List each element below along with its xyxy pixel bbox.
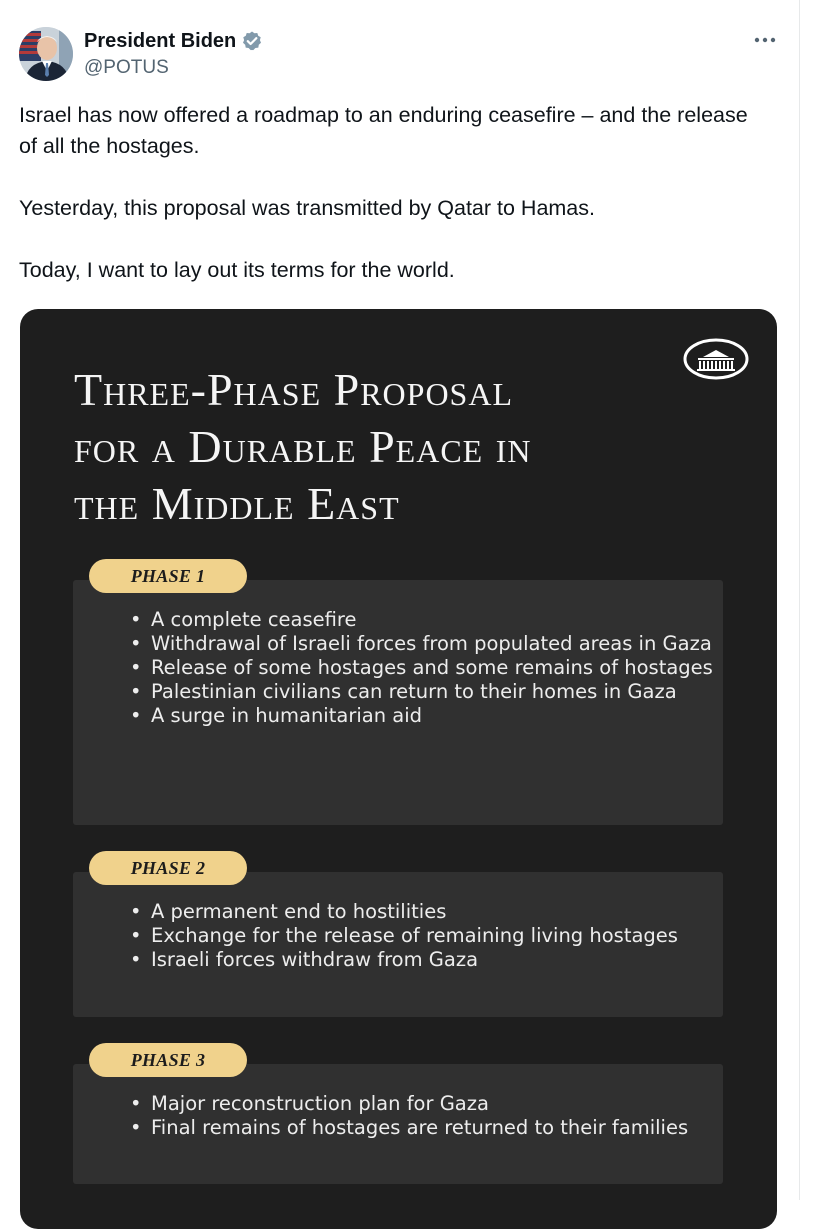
more-horizontal-icon[interactable]: [751, 28, 779, 52]
author-handle[interactable]: @POTUS: [84, 57, 169, 78]
timeline-divider: [799, 0, 800, 1200]
list-item: • Palestinian civilians can return to their homes in Gaza: [73, 680, 723, 704]
tweet-media-image[interactable]: [20, 309, 777, 1229]
list-item: • Withdrawal of Israeli forces from populated areas in Gaza: [73, 632, 723, 656]
tweet-text: [19, 100, 759, 286]
list-item: • Exchange for the release of remaining living hostages: [73, 924, 723, 948]
tweet-paragraph: Israel has now offered a roadmap to an enduring ceasefire – and the release of all the hostages.: [19, 103, 748, 158]
list-item: • Release of some hostages and some remains of hostages: [73, 656, 723, 680]
phase-1-label: PHASE 1: [89, 559, 247, 593]
author-name[interactable]: President Biden: [84, 30, 237, 52]
proposal-title-line: for a Durable Peace in: [74, 421, 532, 472]
list-item: • A permanent end to hostilities: [73, 900, 723, 924]
tweet-paragraph: Yesterday, this proposal was transmitted by Qatar to Hamas.: [19, 196, 595, 220]
proposal-title-line: the Middle East: [74, 478, 400, 529]
list-item: • Israeli forces withdraw from Gaza: [73, 948, 723, 972]
proposal-title-line: Three-Phase Proposal: [74, 364, 514, 415]
phase-2-list: [73, 900, 723, 972]
verified-badge-icon: [241, 30, 263, 52]
list-item: • Major reconstruction plan for Gaza: [73, 1092, 723, 1116]
phase-3-label: PHASE 3: [89, 1043, 247, 1077]
list-item: • A complete ceasefire: [73, 608, 723, 632]
proposal-title: [74, 361, 694, 532]
list-item: • A surge in humanitarian aid: [73, 704, 723, 728]
avatar-photo-icon: [19, 27, 73, 81]
phase-1-list: [73, 608, 723, 728]
list-item: • Final remains of hostages are returned to their families: [73, 1116, 723, 1140]
tweet-paragraph: Today, I want to lay out its terms for the world.: [19, 258, 455, 282]
phase-3-list: [73, 1092, 723, 1140]
avatar[interactable]: [19, 27, 73, 81]
author-name-row[interactable]: [84, 28, 263, 54]
phase-2-label: PHASE 2: [89, 851, 247, 885]
